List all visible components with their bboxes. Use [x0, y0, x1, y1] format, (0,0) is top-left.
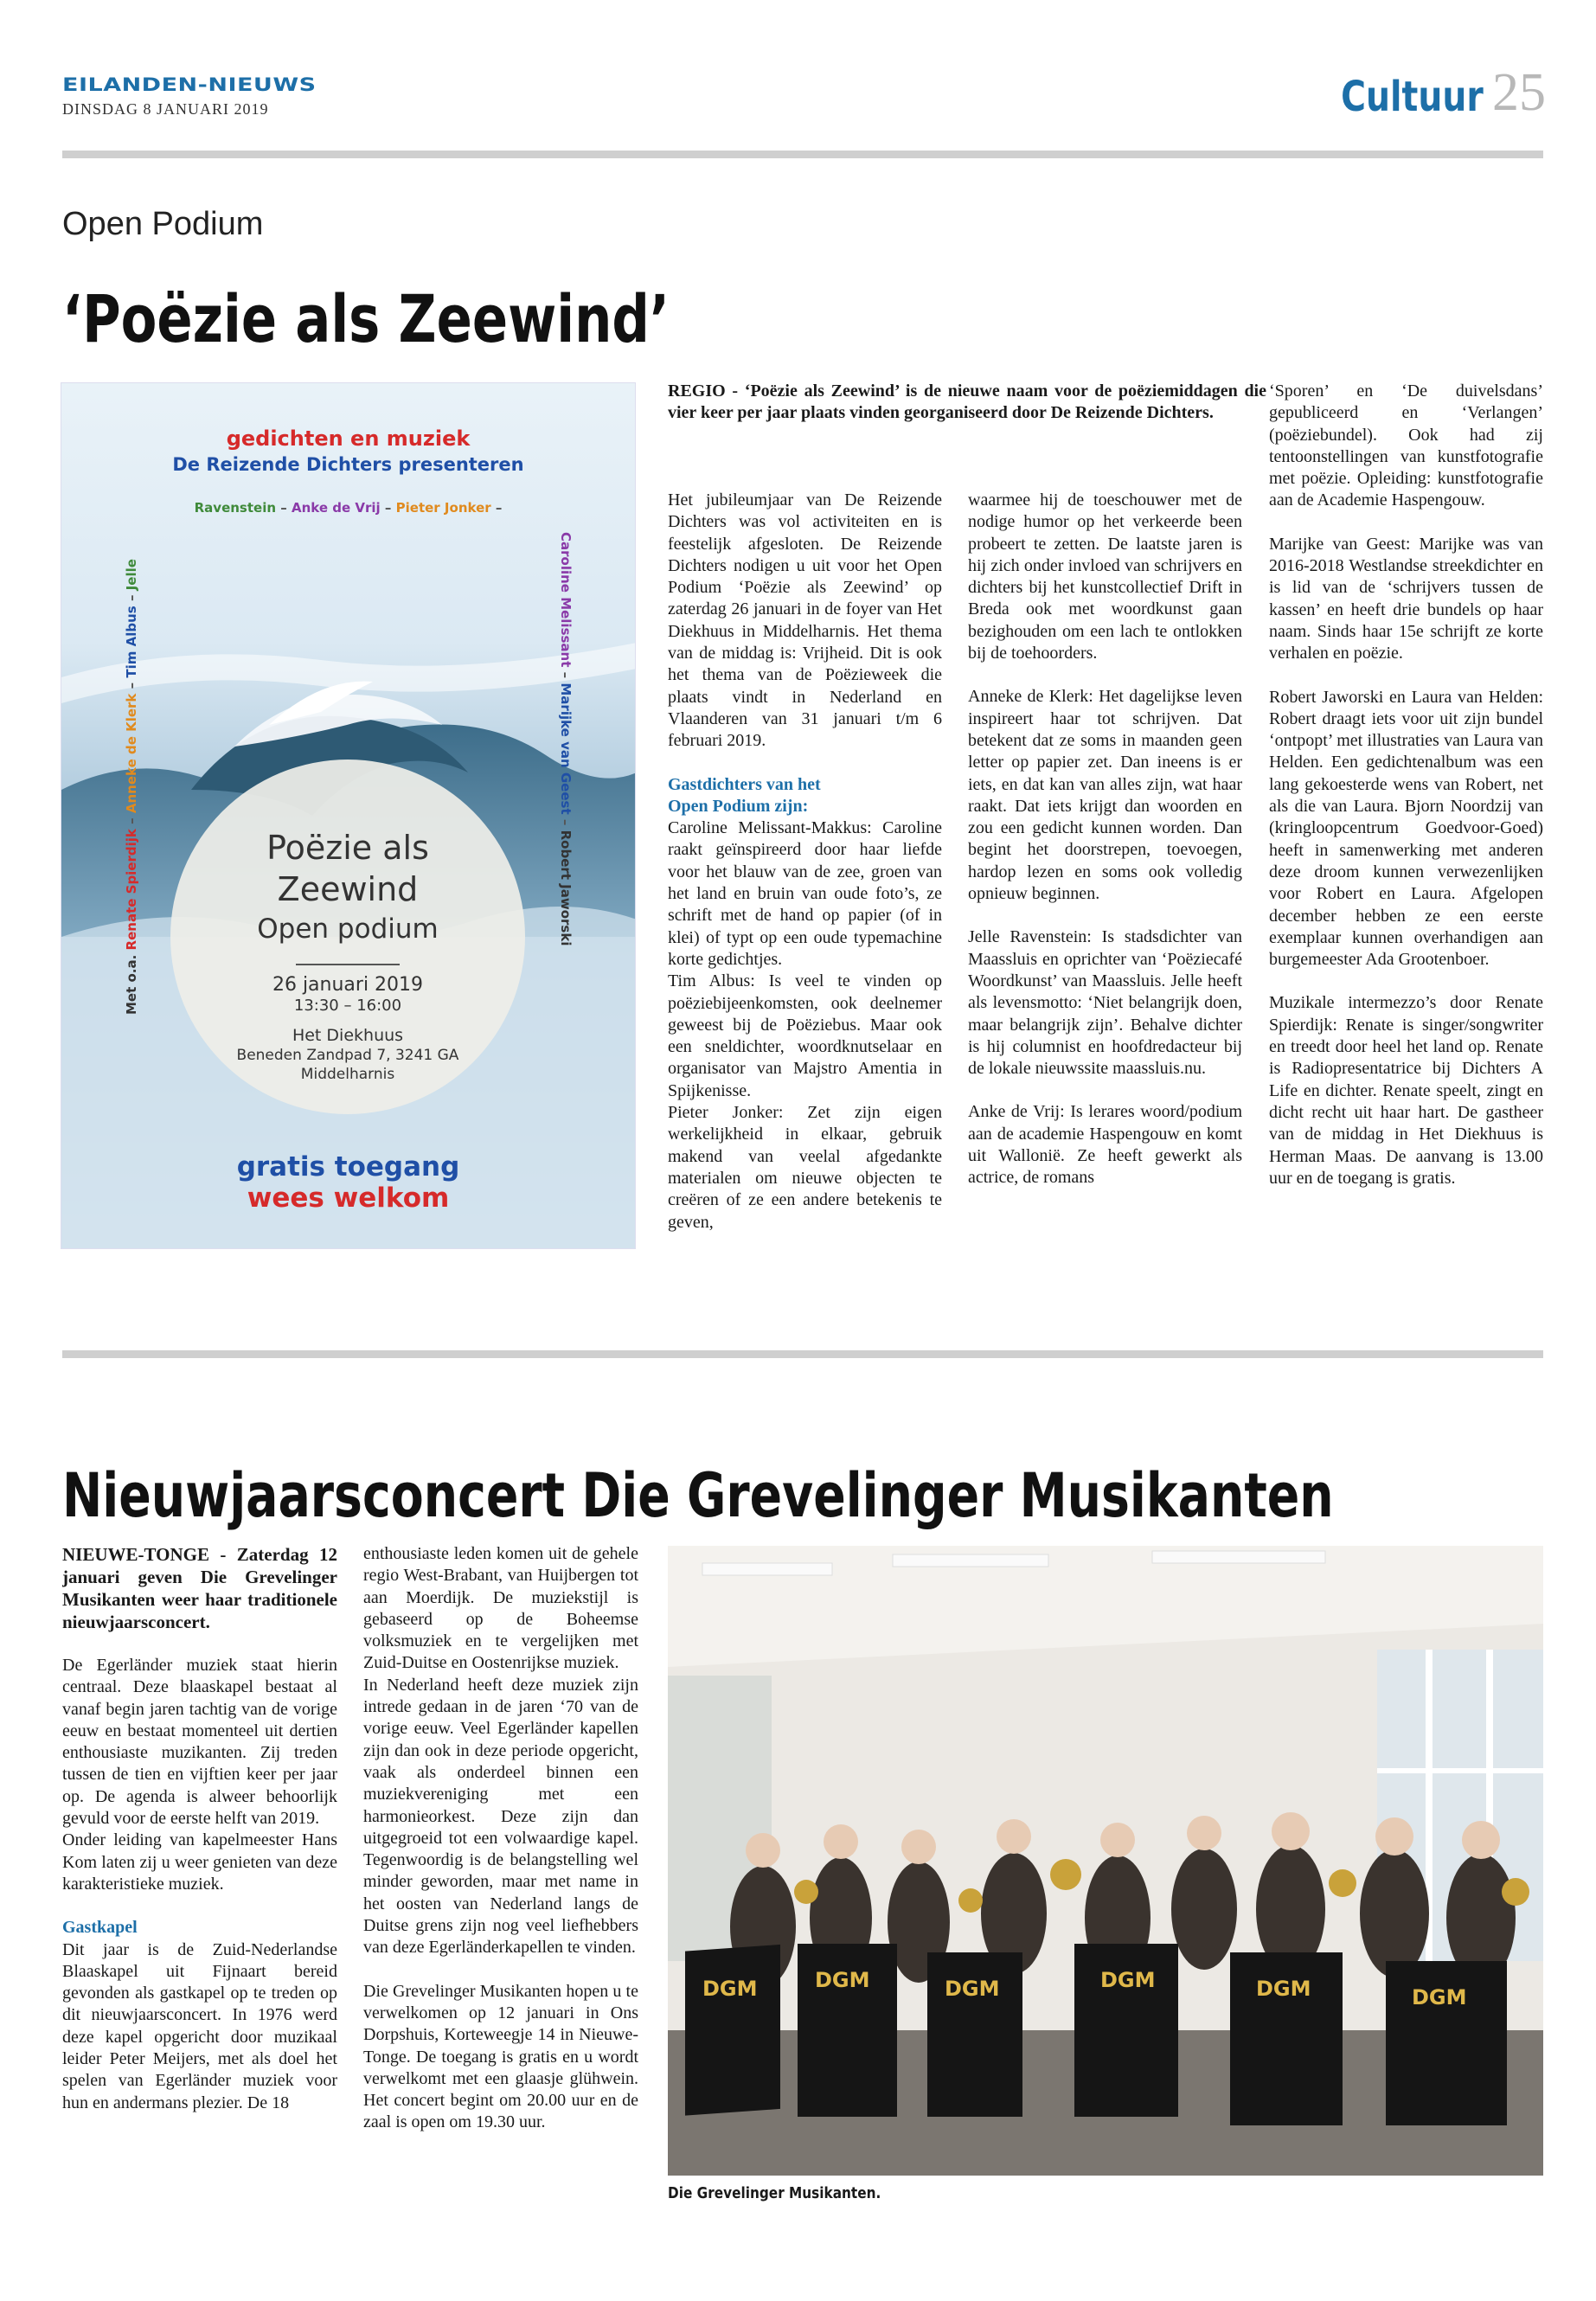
- paragraph: Die Grevelinger Musikanten hopen u te verwelkomen op 12 januari in Ons Dorpshuis, Korteweegje 14 in Nieuwe-Tonge. De toegang is gratis en u wordt verwelkomt met een glaasje glühwein. Het concert begint om 20.00 uur en de zaal is open om 19.30 uur.: [363, 1981, 638, 2132]
- masthead-logo: EILANDEN-NIEUWS: [62, 74, 317, 96]
- stand-label: DGM: [702, 1977, 758, 2001]
- paragraph: In Nederland heeft deze muziek zijn intrede gedaan in de jaren ‘70 van de vorige eeuw. Veel Egerländer kapellen zijn dan ook in deze periode opgericht, vaak als onderdeel binnen een muziekvereniging met een harmonieorkest. Deze zijn dan uitgegroeid tot een volwaardige kapel. Tegenwoordig is de belangstelling wel minder geworden, maar met name in het oosten van Nederland langs de Duitse grens zijn nog veel liefhebbers van deze Egerländerkapellen te vinden.: [363, 1675, 638, 1958]
- poster-divider: [296, 964, 400, 965]
- article2-column-2: [363, 1543, 638, 2296]
- band-photo: [668, 1546, 1543, 2176]
- article2-lead: NIEUWE-TONGE - Zaterdag 12 januari geven Die Grevelinger Musikanten weer haar traditionele nieuwjaarsconcert.: [62, 1544, 337, 1632]
- poster-right-vertical: Caroline Melissant – Marijke van Geest – Robert Jaworski: [558, 532, 574, 946]
- poster-line1: gedichten en muziek: [226, 426, 471, 451]
- paragraph: Dit jaar is de Zuid-Nederlandse Blaaskapel uit Fijnaart bereid gevonden als gastkapel op te treden op dit nieuwjaarsconcert. In 1976 werd deze kapel opgericht door muzikaal leider Peter Meijers, met als doel het spelen van Egerländer muziek voor hun en andermans plezier. De 18: [62, 1939, 337, 2112]
- stand-label: DGM: [815, 1968, 870, 1992]
- band-photo-illustration: [668, 1546, 1543, 2176]
- article-column-3: [1269, 381, 1543, 1251]
- poster-venue1: Het Diekhuus: [292, 1026, 404, 1045]
- article2-headline: Nieuwjaarsconcert Die Grevelinger Musikanten: [62, 1460, 1334, 1531]
- poster-venue2: Beneden Zandpad 7, 3241 GA: [236, 1047, 459, 1064]
- paragraph: Jelle Ravenstein: Is stadsdichter van Maassluis en oprichter van ‘Poëziecafé Woordkunst’ van Maassluis. Jelle heeft als levensmotto: ‘Niet belangrijk doen, maar belangrijk zijn’. Behalve dichter is hij columnist en hoofdredacteur bij de lokale nieuwssite maassluis.nu.: [968, 927, 1242, 1079]
- poster-footer1: gratis toegang: [236, 1151, 460, 1183]
- poster-line2: De Reizende Dichters presenteren: [172, 454, 524, 475]
- section-title: Cultuur: [1341, 73, 1484, 121]
- photo-caption: Die Grevelinger Musikanten.: [668, 2184, 881, 2202]
- poster-title2: Zeewind: [277, 870, 419, 908]
- paragraph: ‘Sporen’ en ‘De duivelsdans’ gepubliceerd en ‘Verlangen’ (poëziebundel). Ook had zij tentoonstellingen van kunstfotografie met poëzie. Opleiding: kunstfotografie aan de Academie Haspengouw.: [1269, 381, 1543, 510]
- poster-date: 26 januari 2019: [272, 974, 424, 996]
- subheading: Gastdichters van het: [668, 774, 821, 794]
- article-column-2: [968, 490, 1242, 1251]
- poster-venue3: Middelharnis: [300, 1066, 395, 1083]
- poster-line3: Ravenstein – Anke de Vrij – Pieter Jonker –: [194, 500, 503, 516]
- paragraph: Robert Jaworski en Laura van Helden: Robert draagt iets voor uit zijn bundel ‘ontpopt’ met illustraties van Laura van Helden. Een gedichtenalbum was een lang gekoesterde wens van Robert, net als die van Laura. Bjorn Noordzij van (kringloopcentrum Goedvoor-Goed) heeft in samenwerking met anderen deze droom kunnen verwezenlijken voor Robert en Laura. Afgelopen december hebben ze een eerste exemplaar kunnen overhandigen aan burgemeester Ada Grootenboer.: [1269, 687, 1543, 970]
- paragraph: Anke de Vrij: Is lerares woord/podium aan de academie Haspengouw en komt uit Wallonië. Ze heeft gewerkt als actrice, de romans: [968, 1102, 1242, 1188]
- paragraph: De Egerländer muziek staat hierin centraal. Deze blaaskapel bestaat al vanaf begin jaren tachtig van de vorige eeuw en bestaat momenteel uit dertien enthousiaste muzikanten. Zij treden tussen de tien en vijftien keer per jaar op. De agenda is alweer behoorlijk gevuld voor de eerste helft van 2019.: [62, 1656, 337, 1829]
- paragraph: Onder leiding van kapelmeester Hans Kom laten zij u weer genieten van deze karakteristieke muziek.: [62, 1830, 337, 1894]
- stand-label: DGM: [1256, 1977, 1311, 2001]
- event-poster: [61, 382, 636, 1249]
- paragraph: Anneke de Klerk: Het dagelijkse leven inspireert haar tot schrijven. Dat betekent dat ze soms in maanden geen letter op papier zet. Dan ineens is er iets, en dat kan van alles zijn, wat haar raakt. Dat iets krijgt dan woorden en zou een gedicht kunnen worden. Dan begint het doorstrepen, toevoegen, hardop lezen en soms ook volledig opnieuw beginnen.: [968, 687, 1242, 904]
- subheading: Open Podium zijn:: [668, 796, 809, 816]
- poster-left-vertical: Met o.a. Renate Spierdijk – Anneke de Klerk – Tim Albus – Jelle: [124, 559, 139, 1015]
- article2-column-1: [62, 1543, 337, 2296]
- article-separator: [62, 1350, 1543, 1358]
- poster-title1: Poëzie als: [266, 829, 429, 867]
- poster-circle: [170, 760, 525, 1114]
- stand-label: DGM: [945, 1977, 1000, 2001]
- article-headline: ‘Poëzie als Zeewind’: [62, 280, 670, 357]
- header-rule: [62, 151, 1543, 158]
- paragraph: enthousiaste leden komen uit de gehele regio West-Brabant, van Huijbergen tot aan Moerdijk. De muziekstijl is gebaseerd op de Boheemse volksmuziek en te vergelijken met Zuid-Duitse en Oostenrijkse muziek.: [363, 1544, 638, 1673]
- paragraph: Het jubileumjaar van De Reizende Dichters was vol activiteiten en is feestelijk afgesloten. De Reizende Dichters nodigen u uit voor het Open Podium ‘Poëzie als Zeewind’ op zaterdag 26 januari in de foyer van Het Diekhuus in Middelharnis. Het thema van de middag is: Vrijheid. Dit is ook het thema van de Poëzieweek die plaats vindt in Nederland en Vlaanderen van 31 januari t/m 6 februari 2019.: [668, 490, 942, 751]
- paragraph: Caroline Melissant-Makkus: Caroline raakt geïnspireerd door haar liefde voor het blauw van de zee, groen van het land en bruin van oude foto’s, ze schrift met de hand op papier (of in klei) of typt op een oude typemachine korte gedichtjes.: [668, 818, 942, 969]
- article-kicker: Open Podium: [62, 206, 264, 242]
- article-column-1: [668, 490, 942, 1251]
- paragraph: Pieter Jonker: Zet zijn eigen werkelijkheid in elkaar, gebruik makend van veelal afgedankte materialen om nieuwe objecten te creëren of ze een andere betekenis te geven,: [668, 1103, 942, 1232]
- stand-label: DGM: [1100, 1968, 1156, 1992]
- article-lead: REGIO - ‘Poëzie als Zeewind’ is de nieuwe naam voor de poëziemiddagen die vier keer per jaar plaats vinden georganiseerd door De Reizende Dichters.: [668, 381, 1266, 423]
- poster-title3: Open podium: [257, 913, 439, 945]
- page-number: 25: [1492, 63, 1546, 122]
- paragraph: Marijke van Geest: Marijke was van 2016-2018 Westlandse streekdichter en is lid van de ‘schrijvers tussen de kassen’ en heeft drie bundels op haar naam. Sinds haar 15e schrijft ze korte verhalen en poëzie.: [1269, 534, 1543, 663]
- paragraph: Muzikale intermezzo’s door Renate Spierdijk: Renate is singer/songwriter en treedt door heel het land op. Renate is Radiopresentatrice bij Dichters A Life en dichter. Renate speelt, zingt en dicht recht uit haar hart. De gastheer van de middag in Het Diekhuus is Herman Maas. De aanvang is 13.00 uur en de toegang is gratis.: [1269, 993, 1543, 1188]
- poster-footer2: wees welkom: [247, 1183, 450, 1214]
- subheading: Gastkapel: [62, 1918, 138, 1938]
- poster-time: 13:30 – 16:00: [293, 997, 402, 1015]
- issue-date: DINSDAG 8 JANUARI 2019: [62, 100, 269, 118]
- paragraph: Tim Albus: Is veel te vinden op poëziebijeenkomsten, ook deelnemer geweest bij de Poëziebus. Maar ook een sneldichter, woordknutselaar en organisator van Majstro Amentia in Spijkenisse.: [668, 971, 942, 1100]
- paragraph: waarmee hij de toeschouwer met de nodige humor op het verkeerde been probeert te zetten. De laatste jaren is hij zich onder invloed van schrijvers en dichters bij het kunstcollectief Drift in Breda ook met woordkunst gaan bezighouden om een lach te ontlokken bij de toehoorders.: [968, 490, 1242, 663]
- stand-label: DGM: [1412, 1985, 1467, 2009]
